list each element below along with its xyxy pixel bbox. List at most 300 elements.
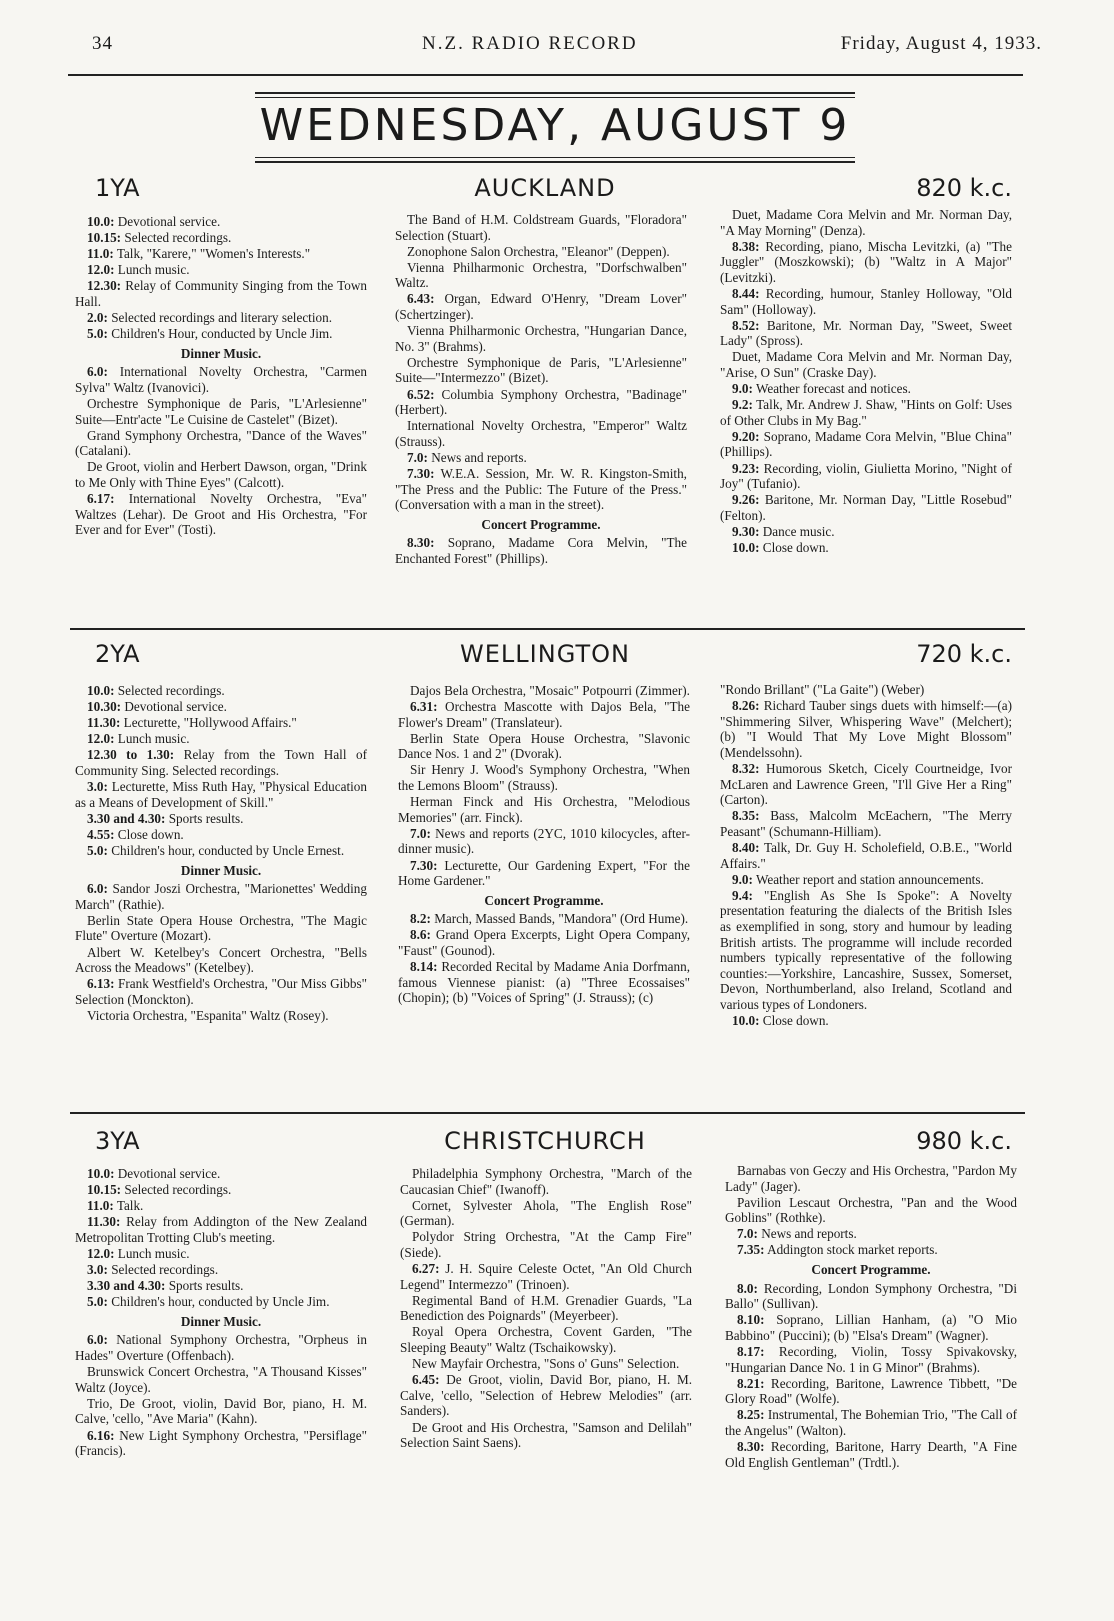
programme-entry (725, 1281, 1017, 1312)
programme-entry (75, 1246, 367, 1262)
entry-time: 6.31: (410, 699, 438, 715)
programme-entry (75, 310, 367, 326)
entry-time: 6.45: (412, 1372, 440, 1388)
entry-text: Zonophone Salon Orchestra, "Eleanor" (Deppen). (407, 243, 670, 259)
entry-text: Selected recordings. (124, 1182, 232, 1198)
entry-time: 10.0: (87, 1166, 115, 1181)
programme-entry (75, 747, 367, 778)
entry-time: 8.0: (737, 1280, 758, 1296)
entry-text: Talk, "Karere," "Women's Interests." (116, 246, 311, 262)
station-city: CHRISTCHURCH (444, 1127, 646, 1155)
title-rule-top (255, 92, 855, 94)
programme-column (75, 1166, 367, 1459)
programme-entry (720, 524, 1012, 540)
programme-column (75, 683, 367, 1024)
entry-text: Talk. (116, 1198, 144, 1214)
programme-entry (725, 1344, 1017, 1375)
publication-title: N.Z. RADIO RECORD (422, 33, 638, 54)
entry-time: 8.25: (737, 1407, 765, 1423)
programme-entry (395, 535, 687, 566)
entry-text: New Mayfair Orchestra, "Sons o' Guns" Selection. (412, 1356, 680, 1372)
station-city: AUCKLAND (474, 174, 616, 202)
entry-time: 9.20: (732, 428, 760, 444)
programme-entry (725, 1163, 1017, 1194)
section-subheading: Concert Programme. (484, 892, 604, 908)
programme-entry (75, 731, 367, 747)
programme-entry (400, 1261, 692, 1292)
programme-entry (75, 1008, 367, 1024)
entry-text: International Novelty Orchestra, "Emperor" Waltz (Strauss). (395, 418, 687, 449)
entry-time: 10.30: (87, 699, 122, 715)
entry-time: 10.0: (87, 214, 115, 229)
entry-text: Lunch music. (117, 1245, 190, 1261)
entry-text: Cornet, Sylvester Ahola, "The English Rose" (German). (400, 1197, 692, 1229)
entry-text: Talk, Mr. Andrew J. Shaw, "Hints on Golf: Uses of Other Clubs in My Bag." (720, 397, 1013, 428)
programme-entry (720, 207, 1012, 238)
entry-time: 8.30: (407, 535, 435, 551)
entry-time: 6.0: (87, 881, 108, 897)
programme-entry (725, 1407, 1017, 1438)
programme-column (720, 207, 1012, 556)
title-rule-bottom (255, 161, 855, 163)
entry-time: 3.0: (87, 1262, 108, 1278)
entry-text: Albert W. Ketelbey's Concert Orchestra, "Bells Across the Meadows" (Ketelbey). (75, 944, 367, 976)
entry-text: Royal Opera Orchestra, Covent Garden, "The Sleeping Beauty" Waltz (Tschaikowsky). (400, 1324, 692, 1356)
entry-time: 3.30 and 4.30: (87, 810, 166, 826)
entry-time: 8.32: (732, 760, 760, 776)
programme-column (725, 1163, 1017, 1471)
programme-entry (395, 323, 687, 354)
entry-text: Devotional service. (117, 1166, 221, 1181)
entry-time: 8.30: (737, 1439, 765, 1455)
entry-text: Berlin State Opera House Orchestra, "Slavonic Dance Nos. 1 and 2" (Dvorak). (398, 730, 690, 762)
programme-column (720, 682, 1012, 1029)
entry-time: 5.0: (87, 326, 108, 342)
entry-text: National Symphony Orchestra, "Orpheus in Hades" Overture (Offenbach). (75, 1332, 367, 1364)
programme-entry (395, 466, 687, 513)
programme-entry (75, 1214, 367, 1245)
entry-text: Close down. (762, 539, 829, 555)
entry-text: Talk, Dr. Guy H. Scholefield, O.B.E., "World Affairs." (720, 839, 1012, 871)
programme-entry (720, 397, 1012, 428)
entry-text: Brunswick Concert Orchestra, "A Thousand Kisses" Waltz (Joyce). (75, 1364, 367, 1395)
programme-entry (725, 1242, 1017, 1258)
entry-text: March, Massed Bands, "Mandora" (Ord Hume). (434, 911, 689, 927)
programme-column (400, 1166, 692, 1451)
programme-entry (395, 450, 687, 466)
entry-text: Dajos Bela Orchestra, "Mosaic" Potpourri (Zimmer). (410, 683, 690, 698)
entry-text: Recording, Baritone, Harry Dearth, "A Fine Old English Gentleman" (Trdtl.). (725, 1439, 1017, 1470)
entry-time: 7.30: (407, 466, 435, 481)
entry-text: Sir Henry J. Wood's Symphony Orchestra, "When the Lemons Bloom" (Strauss). (398, 762, 690, 794)
entry-text: Baritone, Mr. Norman Day, "Little Rosebud" (Felton). (720, 492, 1012, 523)
entry-time: 6.17: (87, 491, 115, 507)
entry-text: Selected recordings and literary selection. (111, 310, 332, 326)
entry-time: 11.0: (87, 1198, 114, 1214)
programme-entry (75, 1278, 367, 1294)
programme-entry (75, 396, 367, 427)
entry-time: 8.38: (732, 238, 760, 254)
entry-text: Soprano, Madame Cora Melvin, "The Enchanted Forest" (Phillips). (395, 535, 687, 566)
entry-text: Addington stock market reports. (767, 1242, 938, 1258)
programme-entry (720, 698, 1012, 760)
entry-time: 9.26: (732, 492, 760, 508)
programme-entry (75, 1182, 367, 1198)
programme-entry (720, 492, 1012, 523)
entry-text: "English As She Is Spoke": A Novelty presentation featuring the dialects of the British Isles as exemplified in song, story and humour by leading British artists. The programme will include recorded numbers typically representative of the following counties:—Yorkshire, Lancashire, Sussex, Somerset, Devon, Northumberland, also Ireland, Scotland and various types of Londoners. (720, 887, 1013, 1012)
programme-entry (395, 244, 687, 260)
programme-entry (75, 881, 367, 912)
entry-time: 8.21: (737, 1375, 765, 1391)
entry-text: Victoria Orchestra, "Espanita" Waltz (Rosey). (87, 1007, 329, 1023)
entry-time: 5.0: (87, 842, 108, 858)
entry-time: 7.0: (410, 825, 431, 841)
station-call-sign: 2YA (95, 640, 140, 668)
entry-text: Instrumental, The Bohemian Trio, "The Call of the Angelus" (Walton). (725, 1407, 1017, 1438)
entry-time: 9.2: (732, 397, 753, 413)
programme-entry (75, 491, 367, 538)
entry-text: "Rondo Brillant" ("La Gaite") (Weber) (720, 682, 925, 697)
entry-time: 10.15: (87, 230, 122, 246)
entry-time: 12.0: (87, 262, 115, 278)
entry-text: Duet, Madame Cora Melvin and Mr. Norman Day, "Arise, O Sun" (Craske Day). (720, 349, 1012, 380)
programme-entry (395, 260, 687, 291)
programme-entry (398, 731, 690, 762)
entry-time: 6.52: (407, 386, 435, 402)
header-rule (68, 74, 1023, 76)
programme-entry (75, 683, 367, 699)
programme-entry (75, 326, 367, 342)
entry-time: 12.30 to 1.30: (87, 747, 175, 763)
station-frequency: 820 k.c. (916, 174, 1012, 202)
programme-entry (400, 1198, 692, 1229)
entry-text: Close down. (117, 826, 184, 842)
section-divider (70, 628, 1025, 630)
entry-text: Richard Tauber sings duets with himself:—(a) "Shimmering Silver, Whispering Wave" (Melchert); (b) "I Would That My Love Might Blossom" (Mendelssohn). (720, 698, 1013, 760)
entry-text: Weather report and station announcements. (755, 871, 984, 887)
programme-entry (75, 278, 367, 309)
section-subheading: Dinner Music. (180, 1313, 262, 1329)
entry-text: Vienna Philharmonic Orchestra, "Hungarian Dance, No. 3" (Brahms). (395, 323, 687, 354)
entry-text: Close down. (762, 1012, 829, 1028)
entry-time: 3.0: (87, 779, 108, 795)
entry-time: 8.10: (737, 1312, 765, 1328)
entry-text: J. H. Squire Celeste Octet, "An Old Church Legend" Intermezzo" (Trinoen). (400, 1261, 692, 1292)
issue-date: Friday, August 4, 1933. (840, 33, 1042, 54)
entry-time: 12.0: (87, 731, 115, 747)
entry-text: Relay from Addington of the New Zealand Metropolitan Trotting Club's meeting. (75, 1214, 368, 1245)
entry-text: Selected recordings. (124, 230, 232, 246)
entry-text: Children's hour, conducted by Uncle Ernest. (111, 842, 345, 858)
entry-text: International Novelty Orchestra, "Eva" Waltzes (Lehar). De Groot and His Orchestra, "For Ever and for Ever" (Tosti). (75, 491, 368, 538)
programme-entry (75, 459, 367, 490)
programme-column (75, 214, 367, 538)
entry-time: 8.35: (732, 808, 760, 824)
entry-text: International Novelty Orchestra, "Carmen Sylva" Waltz (Ivanovici). (75, 364, 367, 395)
entry-text: W.E.A. Session, Mr. W. R. Kingston-Smith, "The Press and the Public: The Future of the Press." (Conversation with a man in the street). (395, 466, 687, 513)
station-header (70, 640, 1020, 674)
programme-entry (720, 429, 1012, 460)
entry-time: 6.13: (87, 976, 115, 992)
entry-time: 9.0: (732, 871, 753, 887)
entry-time: 10.0: (732, 1012, 760, 1028)
programme-column (398, 683, 690, 1006)
programme-entry (720, 461, 1012, 492)
programme-entry (75, 214, 367, 230)
entry-time: 6.43: (407, 291, 435, 307)
entry-time: 7.30: (410, 857, 438, 873)
programme-entry (75, 715, 367, 731)
entry-text: Lunch music. (117, 262, 190, 278)
entry-text: Sandor Joszi Orchestra, "Marionettes' Wedding March" (Rathie). (75, 881, 367, 912)
programme-entry (398, 699, 690, 730)
station-call-sign: 3YA (95, 1127, 140, 1155)
entry-text: Vienna Philharmonic Orchestra, "Dorfschwalben" Waltz. (395, 259, 687, 291)
programme-entry (398, 959, 690, 1006)
entry-text: News and reports. (761, 1226, 857, 1242)
programme-entry (75, 1166, 367, 1182)
entry-time: 7.0: (407, 449, 428, 465)
entry-text: Trio, De Groot, violin, David Bor, piano, H. M. Calve, 'cello, "Ave Maria" (Kahn). (75, 1395, 367, 1427)
entry-time: 3.30 and 4.30: (87, 1278, 166, 1294)
programme-entry (720, 286, 1012, 317)
entry-text: Philadelphia Symphony Orchestra, "March of the Caucasian Chief" (Iwanoff). (400, 1166, 692, 1197)
entry-time: 10.0: (87, 683, 115, 698)
entry-time: 6.27: (412, 1261, 440, 1277)
entry-time: 11.30: (87, 715, 121, 731)
entry-time: 6.0: (87, 1332, 108, 1348)
programme-entry (75, 945, 367, 976)
entry-text: Orchestra Mascotte with Dajos Bela, "The Flower's Dream" (Translateur). (398, 699, 691, 730)
entry-text: The Band of H.M. Coldstream Guards, "Floradora" Selection (Stuart). (395, 212, 687, 243)
programme-entry (398, 858, 690, 889)
station-frequency: 720 k.c. (916, 640, 1012, 668)
entry-text: News and reports (2YC, 1010 kilocycles, after-dinner music). (398, 825, 690, 857)
entry-text: De Groot and His Orchestra, "Samson and Delilah" Selection Saint Saens). (400, 1419, 692, 1451)
entry-time: 8.52: (732, 317, 760, 333)
entry-text: Berlin State Opera House Orchestra, "The Magic Flute" Overture (Mozart). (75, 912, 367, 944)
entry-time: 6.16: (87, 1427, 115, 1443)
programme-entry (720, 239, 1012, 286)
entry-text: New Light Symphony Orchestra, "Persiflage" (Francis). (75, 1427, 367, 1459)
programme-entry (75, 779, 367, 810)
entry-text: Lecturette, "Hollywood Affairs." (123, 715, 297, 731)
entry-text: Relay from the Town Hall of Community Sing. Selected recordings. (75, 747, 367, 778)
entry-time: 8.2: (410, 911, 431, 927)
station-call-sign: 1YA (95, 174, 140, 202)
programme-entry (720, 349, 1012, 380)
section-subheading: Dinner Music. (180, 345, 262, 361)
entry-time: 5.0: (87, 1294, 108, 1310)
title-rule-bottom-thin (255, 157, 855, 158)
entry-text: Lunch music. (117, 731, 190, 747)
entry-text: Recording, Baritone, Lawrence Tibbett, "De Glory Road" (Wolfe). (725, 1375, 1018, 1407)
entry-time: 8.6: (410, 927, 431, 943)
entry-text: Lecturette, Our Gardening Expert, "For the Home Gardener." (398, 857, 690, 889)
programme-entry (725, 1439, 1017, 1470)
entry-text: Weather forecast and notices. (755, 381, 911, 397)
entry-text: Children's Hour, conducted by Uncle Jim. (111, 326, 333, 342)
entry-text: Children's hour, conducted by Uncle Jim. (111, 1294, 330, 1310)
programme-entry (720, 1013, 1012, 1029)
programme-entry (75, 1332, 367, 1363)
programme-entry (725, 1312, 1017, 1343)
programme-entry (720, 540, 1012, 556)
entry-text: Barnabas von Geczy and His Orchestra, "Pardon My Lady" (Jager). (725, 1163, 1017, 1194)
programme-entry (395, 387, 687, 418)
station-frequency: 980 k.c. (916, 1127, 1012, 1155)
entry-time: 8.14: (410, 959, 438, 975)
programme-entry (400, 1356, 692, 1372)
entry-text: Dance music. (762, 523, 835, 539)
entry-text: Grand Symphony Orchestra, "Dance of the Waves" (Catalani). (75, 427, 367, 459)
programme-entry (75, 976, 367, 1007)
entry-time: 9.30: (732, 523, 760, 539)
section-subheading: Concert Programme. (811, 1262, 931, 1278)
entry-text: Soprano, Lillian Hanham, (a) "O Mio Babbino" (Puccini); (b) "Elsa's Dream" (Wagner). (725, 1312, 1017, 1343)
entry-text: Bass, Malcolm McEachern, "The Merry Peasant" (Schumann-Hilliam). (720, 808, 1013, 839)
entry-text: Baritone, Mr. Norman Day, "Sweet, Sweet Lady" (Spross). (720, 317, 1013, 349)
section-subheading: Dinner Music. (180, 862, 262, 878)
entry-text: Columbia Symphony Orchestra, "Badinage" (Herbert). (395, 386, 688, 418)
entry-text: Grand Opera Excerpts, Light Opera Company, "Faust" (Gounod). (398, 927, 690, 958)
section-divider (70, 1112, 1025, 1114)
entry-time: 2.0: (87, 310, 108, 326)
entry-time: 7.35: (737, 1242, 765, 1258)
programme-entry (75, 1364, 367, 1395)
programme-entry (75, 230, 367, 246)
entry-time: 9.0: (732, 381, 753, 397)
entry-text: Devotional service. (117, 214, 221, 229)
programme-entry (398, 794, 690, 825)
entry-text: Sports results. (168, 810, 244, 826)
programme-entry (75, 843, 367, 859)
entry-time: 8.44: (732, 285, 760, 301)
programme-entry (395, 355, 687, 386)
programme-entry (75, 1294, 367, 1310)
entry-text: Selected recordings. (111, 1262, 219, 1278)
entry-text: Herman Finck and His Orchestra, "Melodious Memories" (arr. Finck). (398, 794, 690, 825)
entry-text: Recording, London Symphony Orchestra, "Di Ballo" (Sullivan). (725, 1280, 1017, 1312)
programme-entry (395, 212, 687, 243)
entry-text: Recording, violin, Giulietta Morino, "Night of Joy" (Tufanio). (720, 460, 1012, 492)
programme-entry (75, 1396, 367, 1427)
programme-entry (400, 1372, 692, 1419)
entry-time: 10.0: (732, 539, 760, 555)
programme-entry (395, 291, 687, 322)
entry-time: 12.0: (87, 1245, 115, 1261)
programme-entry (725, 1226, 1017, 1242)
entry-text: Selected recordings. (117, 683, 225, 698)
programme-entry (720, 808, 1012, 839)
programme-entry (720, 761, 1012, 808)
programme-entry (720, 318, 1012, 349)
entry-text: Humorous Sketch, Cicely Courtneidge, Ivor McLaren and Lawrence Green, "I'll Give Her a Ring" (Carton). (720, 760, 1012, 808)
station-header (70, 174, 1020, 208)
programme-entry (725, 1195, 1017, 1226)
programme-entry (720, 888, 1012, 1013)
entry-text: News and reports. (431, 449, 527, 465)
programme-entry (400, 1229, 692, 1260)
section-subheading: Concert Programme. (481, 516, 601, 532)
programme-entry (398, 683, 690, 699)
programme-entry (75, 364, 367, 395)
entry-time: 12.30: (87, 278, 122, 294)
entry-text: Organ, Edward O'Henry, "Dream Lover" (Schertzinger). (395, 291, 687, 323)
entry-text: Pavilion Lescaut Orchestra, "Pan and the Wood Goblins" (Rothke). (725, 1194, 1017, 1226)
entry-time: 10.15: (87, 1182, 122, 1198)
programme-entry (720, 381, 1012, 397)
entry-text: Recording, Violin, Tossy Spivakovsky, "Hungarian Dance No. 1 in G Minor" (Brahms). (725, 1344, 1018, 1375)
entry-time: 6.0: (87, 364, 108, 380)
programme-entry (725, 1376, 1017, 1407)
entry-text: Lecturette, Miss Ruth Hay, "Physical Education as a Means of Development of Skill." (75, 779, 367, 810)
entry-text: Polydor String Orchestra, "At the Camp Fire" (Siede). (400, 1229, 692, 1260)
programme-entry (75, 699, 367, 715)
programme-entry (75, 262, 367, 278)
day-title: WEDNESDAY, AUGUST 9 (259, 100, 851, 151)
station-city: WELLINGTON (460, 640, 630, 668)
entry-text: Relay of Community Singing from the Town Hall. (75, 278, 367, 309)
entry-text: De Groot, violin, David Bor, piano, H. M. Calve, 'cello, "Selection of Hebrew Melodies" (arr. Sanders). (400, 1372, 693, 1419)
programme-entry (75, 1428, 367, 1459)
entry-text: Orchestre Symphonique de Paris, "L'Arlesienne" Suite—"Intermezzo" (Bizet). (395, 354, 687, 386)
entry-text: Soprano, Madame Cora Melvin, "Blue China" (Phillips). (720, 428, 1012, 460)
programme-entry (75, 913, 367, 944)
programme-entry (75, 428, 367, 459)
programme-entry (395, 418, 687, 449)
running-head (92, 33, 1042, 59)
programme-entry (720, 682, 1012, 698)
entry-time: 11.30: (87, 1214, 121, 1230)
programme-entry (75, 1262, 367, 1278)
entry-text: Recorded Recital by Madame Ania Dorfmann, famous Viennese pianist: (a) "Three Ecossaises" (Chopin); (b) "Voices of Spring" (J. Strauss); (c) (398, 959, 691, 1006)
programme-entry (400, 1293, 692, 1324)
entry-text: De Groot, violin and Herbert Dawson, organ, "Drink to Me Only with Thine Eyes" (Calcott). (75, 459, 367, 490)
entry-time: 8.26: (732, 698, 760, 714)
entry-text: Sports results. (168, 1278, 244, 1294)
programme-entry (400, 1324, 692, 1355)
programme-entry (398, 911, 690, 927)
entry-time: 11.0: (87, 246, 114, 262)
entry-time: 7.0: (737, 1226, 758, 1242)
programme-entry (400, 1420, 692, 1451)
programme-entry (75, 827, 367, 843)
entry-text: Duet, Madame Cora Melvin and Mr. Norman Day, "A May Morning" (Denza). (720, 207, 1012, 238)
entry-time: 8.17: (737, 1344, 765, 1360)
entry-text: Recording, piano, Mischa Levitzki, (a) "The Juggler" (Moszkowski); (b) "Waltz in A Major" (Levitzki). (720, 238, 1012, 285)
programme-entry (398, 762, 690, 793)
entry-time: 4.55: (87, 826, 115, 842)
programme-column (395, 212, 687, 567)
entry-text: Frank Westfield's Orchestra, "Our Miss Gibbs" Selection (Monckton). (75, 976, 367, 1007)
programme-entry (720, 840, 1012, 871)
entry-text: Recording, humour, Stanley Holloway, "Old Sam" (Holloway). (720, 285, 1012, 317)
programme-entry (398, 927, 690, 958)
programme-entry (75, 1198, 367, 1214)
programme-entry (398, 826, 690, 857)
programme-entry (720, 872, 1012, 888)
page-number: 34 (92, 33, 113, 54)
programme-entry (75, 811, 367, 827)
entry-time: 9.23: (732, 460, 760, 476)
programme-entry (75, 246, 367, 262)
station-header (70, 1127, 1020, 1161)
entry-time: 9.4: (732, 887, 753, 903)
entry-time: 8.40: (732, 839, 760, 855)
entry-text: Regimental Band of H.M. Grenadier Guards, "La Benediction des Poignards" (Meyerbeer). (400, 1292, 692, 1324)
programme-entry (400, 1166, 692, 1197)
